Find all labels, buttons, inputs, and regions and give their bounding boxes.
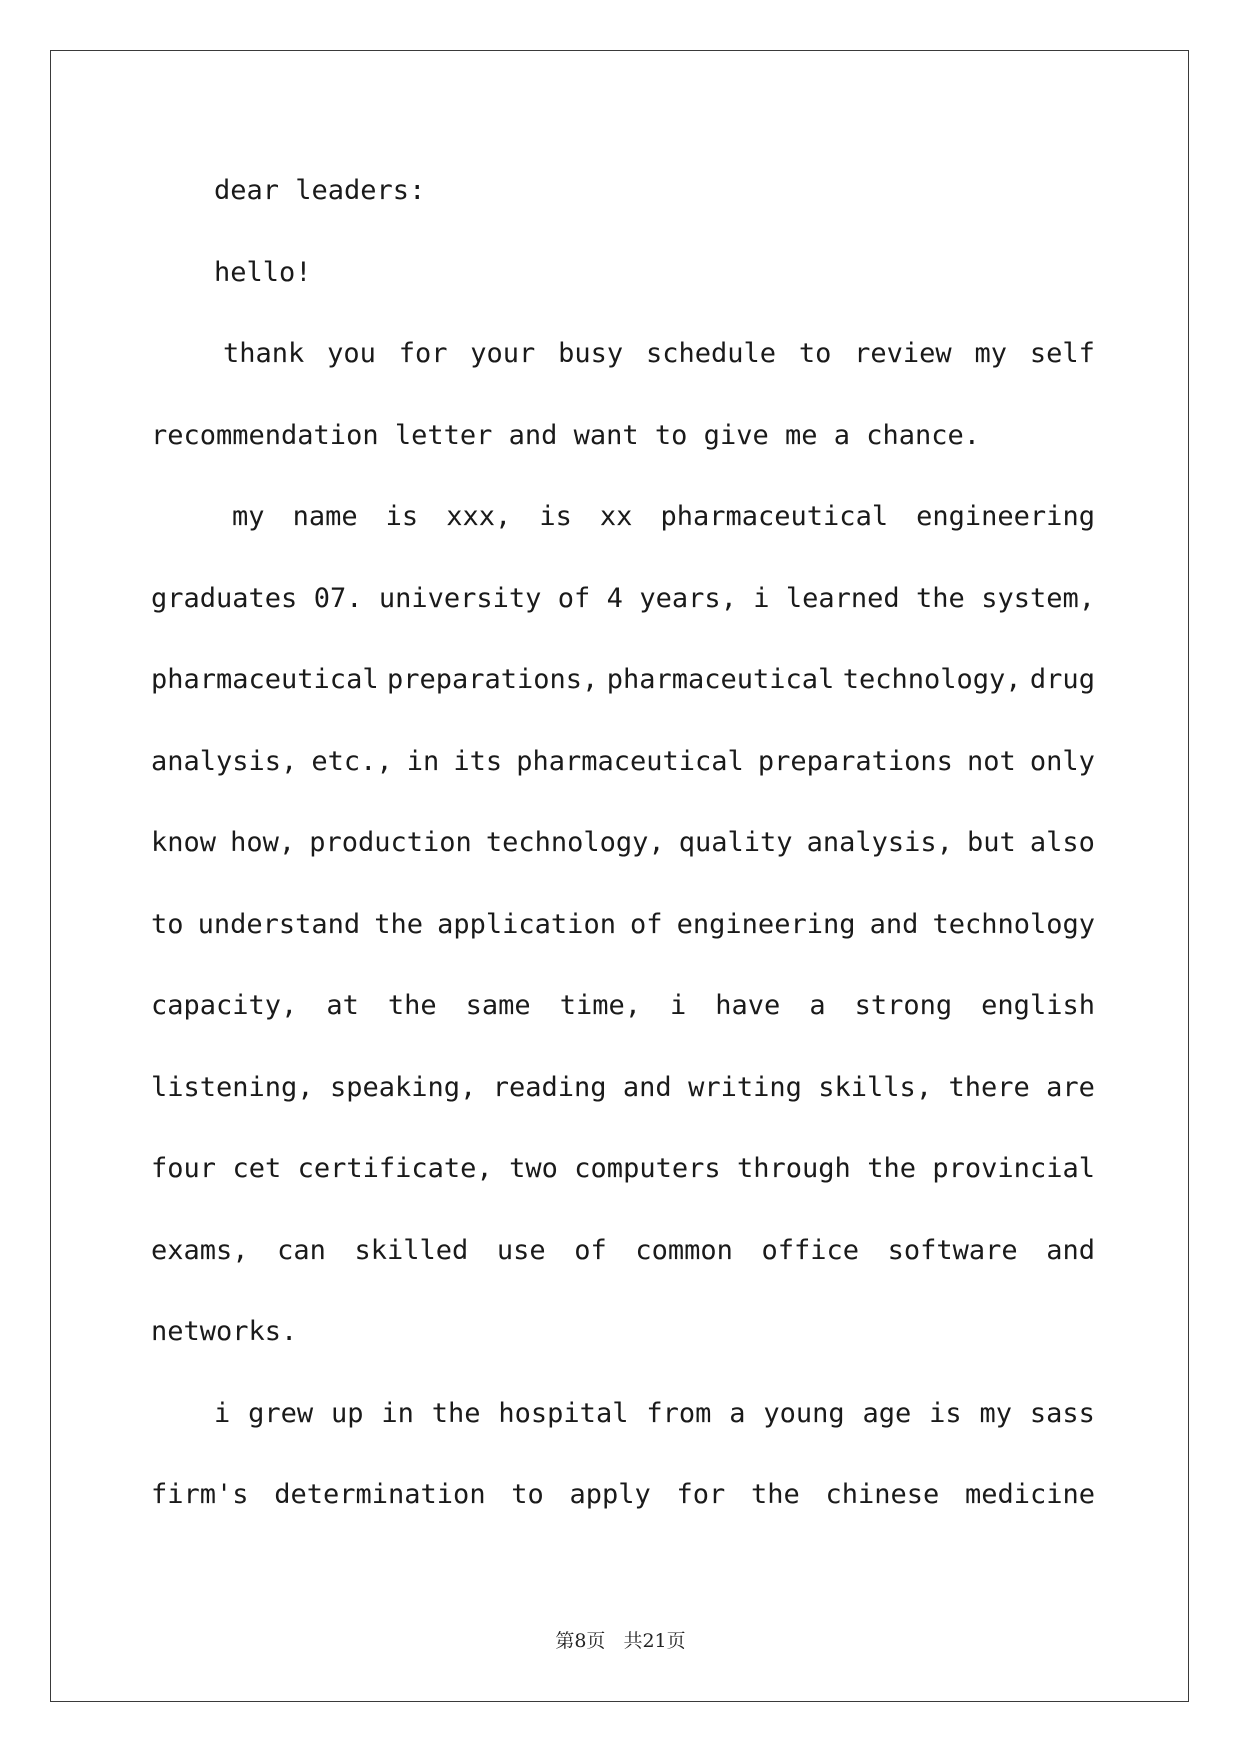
word: my (232, 501, 265, 532)
word: have (715, 990, 781, 1021)
word: busy (558, 338, 624, 369)
word: the (867, 1153, 916, 1184)
word: capacity, (151, 990, 298, 1021)
word: in (406, 745, 440, 777)
word: and (1046, 1234, 1095, 1266)
word: xx (599, 501, 633, 532)
word: how, (230, 827, 296, 858)
word: of (630, 908, 663, 940)
paragraph-2-line-6 (151, 894, 1095, 976)
word: a (809, 990, 826, 1021)
word: to (151, 908, 184, 940)
word: speaking, (329, 1071, 477, 1103)
word: listening, (151, 1071, 314, 1103)
word: common (635, 1234, 733, 1266)
greeting: hello! (214, 256, 312, 288)
word: 07. (313, 582, 363, 614)
word: graduates (151, 582, 298, 614)
word: use (496, 1234, 546, 1266)
word: preparations, (386, 664, 599, 695)
word: through (737, 1153, 851, 1184)
word: the (387, 990, 437, 1021)
paragraph-2-line-11: networks. (151, 1316, 298, 1347)
word: preparations (757, 745, 953, 777)
word: the (374, 908, 424, 940)
word: reading (492, 1071, 607, 1103)
word: analysis, (151, 745, 298, 777)
word: english (981, 990, 1095, 1021)
word: provincial (932, 1153, 1095, 1184)
word: a (729, 1397, 746, 1429)
word: learned (785, 582, 900, 614)
word: review (854, 338, 952, 369)
word: self (1029, 338, 1095, 369)
word: pharmaceutical (151, 664, 379, 695)
word: its (453, 745, 503, 777)
word: can (277, 1234, 326, 1266)
word: understand (197, 908, 361, 940)
letter-body (151, 160, 1095, 1546)
word: of (574, 1234, 607, 1266)
word: quality (678, 827, 793, 858)
word: to (511, 1479, 544, 1510)
word: determination (274, 1479, 486, 1510)
word: pharmaceutical (660, 501, 889, 532)
word: not (967, 745, 1016, 777)
word: production (309, 827, 472, 858)
word: grew (248, 1397, 314, 1429)
word: sass (1029, 1397, 1095, 1429)
word: my (979, 1397, 1012, 1429)
word: to (798, 338, 832, 369)
word: the (916, 582, 965, 614)
paragraph-2-line-3 (151, 649, 1095, 731)
paragraph-2-line-9 (151, 1138, 1095, 1220)
word: but (967, 827, 1016, 858)
word: also (1029, 827, 1095, 858)
paragraph-2-line-10 (151, 1220, 1095, 1302)
word: pharmaceutical (516, 745, 744, 777)
word: my (974, 338, 1008, 369)
word: strong (854, 990, 953, 1021)
word: writing (688, 1071, 802, 1103)
word: and (869, 908, 919, 940)
paragraph-2-line-7 (151, 975, 1095, 1057)
word: young (763, 1397, 845, 1429)
word: only (1029, 745, 1095, 777)
word: the (750, 1479, 800, 1510)
page-footer (0, 1626, 1241, 1653)
paragraph-2-line-1 (151, 486, 1095, 568)
word: 4 (606, 582, 623, 614)
paragraph-2-line-5 (151, 812, 1095, 894)
word: two (509, 1153, 558, 1184)
word: name (292, 501, 358, 532)
paragraph-3-line-1 (151, 1383, 1095, 1465)
word: you (327, 338, 376, 369)
word: technology (932, 908, 1095, 940)
word: same (465, 990, 531, 1021)
word: the (431, 1397, 481, 1429)
word: medicine (964, 1479, 1095, 1510)
page-total: 共21页 (623, 1630, 686, 1652)
word: in (381, 1397, 414, 1429)
word: engineering (916, 501, 1095, 532)
word: for (676, 1479, 726, 1510)
word: engineering (676, 908, 856, 940)
paragraph-1-line-2: recommendation letter and want to give me a chance. (151, 419, 981, 451)
paragraph-2-line-4 (151, 731, 1095, 813)
paragraph-2-line-8 (151, 1057, 1095, 1139)
word: computers (574, 1153, 721, 1184)
word: software (887, 1234, 1018, 1266)
word: is (539, 501, 572, 532)
word: drug (1029, 664, 1095, 695)
word: are (1046, 1071, 1095, 1103)
word: schedule (645, 338, 777, 369)
word: university (378, 582, 542, 614)
word: and (622, 1071, 672, 1103)
word: age (862, 1397, 912, 1429)
word: firm's (151, 1479, 249, 1510)
word: i (753, 582, 770, 614)
word: up (331, 1397, 364, 1429)
word: cet (232, 1153, 282, 1184)
paragraph-2-line-2 (151, 568, 1095, 650)
word: hospital (498, 1397, 629, 1429)
word: your (470, 338, 536, 369)
word: technology, (485, 827, 665, 858)
word: certificate, (297, 1153, 493, 1184)
word: thank (223, 338, 305, 369)
word: exams, (151, 1234, 249, 1266)
word: there (948, 1071, 1030, 1103)
word: xxx, (446, 501, 512, 532)
word: i (670, 990, 687, 1021)
word: is (385, 501, 419, 532)
word: know (151, 827, 217, 858)
paragraph-3-line-2 (151, 1464, 1095, 1546)
word: i (214, 1397, 231, 1429)
word: from (646, 1397, 712, 1429)
word: office (761, 1234, 859, 1266)
page-number: 第8页 (555, 1630, 606, 1652)
word: etc., (311, 745, 393, 777)
word: analysis, (806, 827, 953, 858)
word: for (398, 338, 448, 369)
word: four (151, 1153, 217, 1184)
word: skills, (818, 1071, 933, 1103)
paragraph-1-line-1 (151, 323, 1095, 405)
word: years, (639, 582, 737, 614)
word: pharmaceutical (606, 664, 835, 695)
word: is (929, 1397, 962, 1429)
word: application (437, 908, 616, 940)
word: technology, (842, 664, 1022, 695)
salutation: dear leaders: (214, 175, 426, 206)
word: of (557, 582, 591, 614)
word: at (326, 990, 359, 1021)
word: apply (569, 1479, 651, 1510)
word: system, (981, 582, 1095, 614)
word: skilled (354, 1234, 469, 1266)
word: time, (559, 990, 641, 1021)
word: chinese (825, 1479, 940, 1510)
